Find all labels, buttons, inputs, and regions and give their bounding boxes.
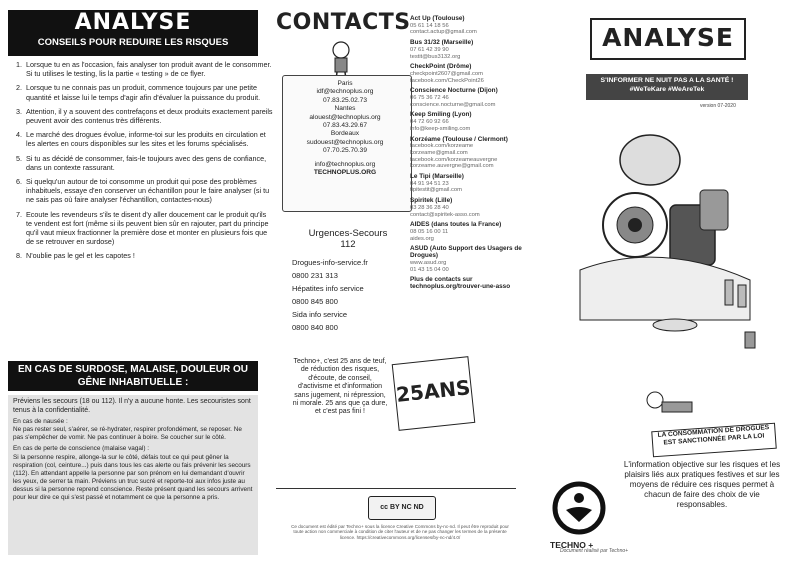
helpline-item: Drogues-info-service.fr 0800 231 313 bbox=[292, 258, 368, 280]
tip-item: 7. Ecoute les revendeurs s'ils te disent d'y aller doucement car le produit qu'ils te vendent est fort (même si ils peuvent bien sûr en rajouter, part du principe qu'il vaut mieux fractionner la première dose et monter en plusieurs fois que de se retrouver en surdose) bbox=[24, 210, 274, 247]
info-text: L'information objective sur les risques et les plaisirs liés aux pratiques festives et sur les moyens de réduire ces risques permet à chacun de faire des choix de vie responsables. bbox=[623, 460, 781, 509]
slogan-text: S'INFORMER NE NUIT PAS A LA SANTÉ ! bbox=[600, 77, 734, 84]
urgence-box bbox=[8, 395, 258, 555]
cover-title: ANALYSE bbox=[590, 18, 746, 60]
conseils-subheading: CONSEILS POUR REDUIRE LES RISQUES bbox=[37, 37, 229, 48]
org-item: Spiritek (Lille) 03 28 36 28 40 contact@spiritek-asso.com bbox=[410, 197, 480, 218]
anniversary-text: Techno+, c'est 25 ans de teuf, de réduction des risques, d'écoute, de conseil, d'activisme et d'information sans jugement, ni répression, ni morale. 25 ans que ça dure, et c'est pas fini ! bbox=[292, 358, 388, 416]
city-name: Nantes bbox=[334, 105, 356, 113]
tips-list bbox=[10, 60, 274, 266]
25ans-banner bbox=[392, 356, 476, 431]
perte-title: En cas de perte de conscience (malaise vagal) : bbox=[13, 445, 150, 453]
panel-title-analyse bbox=[8, 10, 258, 56]
org-item: ASUD (Auto Support des Usagers de Drogues) www.asud.org 01 43 15 04 00 bbox=[410, 245, 522, 273]
org-item: Keep Smiling (Lyon) 04 72 60 92 66 info@keep-smiling.com bbox=[410, 111, 472, 132]
tip-item: 3. Attention, il y a souvent des contrefaçons et deux produits exactement pareils peuvent avoir des contenus très différents. bbox=[24, 107, 274, 125]
analyse-heading: ANALYSE bbox=[74, 10, 192, 35]
creative-commons-badge: cc BY NC ND bbox=[368, 496, 436, 520]
nausee-text: Ne pas rester seul, s'aérer, se ré-hydrater, respirer profondément, se reposer. Ne pas s'empêcher de vomir. Ne pas continuer à boire. Se coucher sur le côté. bbox=[13, 426, 242, 442]
org-item: Korzéame (Toulouse / Clermont) facebook.com/korzeame korzeame@gmail.com facebook.com/korzeameauvergne korzeame.auvergne@gmail.com bbox=[410, 135, 508, 170]
helplines-list bbox=[292, 258, 407, 336]
city-phone: 07.83.43.29.67 bbox=[323, 122, 367, 130]
org-item: Conscience Nocturne (Dijon) 06 75 36 72 46 conscience.nocturne@gmail.com bbox=[410, 87, 498, 108]
city-contacts bbox=[285, 80, 405, 177]
document-credit: Document réalisé par Techno+ bbox=[560, 548, 629, 554]
divider bbox=[276, 488, 516, 489]
tip-item: 2. Lorsque tu ne connais pas un produit, commence toujours par une petite quantité et laisse lui le temps d'agir afin d'évaluer la puissance du produit. bbox=[24, 83, 274, 101]
slogan-sign bbox=[586, 74, 748, 100]
org-item: AIDES (dans toutes la France) 08 05 16 00 11 aides.org bbox=[410, 221, 502, 242]
urgence-header bbox=[8, 361, 258, 391]
tip-item: 1. Lorsque tu en as l'occasion, fais analyser ton produit avant de le consommer. Si tu utilises le testing, lis la partie « testing » de ce flyer. bbox=[24, 60, 274, 78]
tip-item: 6. Si quelqu'un autour de toi consomme un produit qui pose des problèmes inhabituels, essaye d'en conserver un échantillon pour le faire analyser (si tu ne sais pas où faire analyser l'échantillon, contactes-nous) bbox=[24, 177, 274, 205]
license-text: Ce document est édité par Techno+ sous la licence Creative Commons by-nc-nd. Il peut être reproduit pour toute action non commerciale à condition de citer l'auteur et de ne pas changer les termes de la présente licence. https://creativecommons.org/licenses/by-nc-nd/4.0/ bbox=[291, 524, 509, 540]
website-link[interactable]: TECHNOPLUS.ORG bbox=[313, 169, 377, 177]
nausee-title: En cas de nausée : bbox=[13, 418, 68, 426]
lab-illustration bbox=[560, 120, 760, 370]
city-phone: 07.70.25.70.39 bbox=[323, 147, 367, 155]
tip-item: 8. N'oublie pas le gel et les capotes ! bbox=[24, 251, 274, 260]
city-email[interactable]: alouest@technoplus.org bbox=[309, 113, 381, 121]
perte-text: Si la personne respire, allonge-la sur le côté, défais tout ce qui peut gêner la respiration (col, ceinture...) puis dans tous les cas alerte ou fais prévenir les secours (112). En attendant appelle la personne par son prénom en lui demandant d'ouvrir les yeux, de serrer ta main. Préviens un truc sucré et reporte-toi aux infos juste au dessus si la personne reprend conscience. Reste présent quand les secours arrivent pour leur dire ce qui s'est passé et notamment ce que la personne a pris. bbox=[13, 453, 253, 502]
tip-item: 5. Si tu as décidé de consommer, fais-le toujours avec des gens de confiance, dans un contexte rassurant. bbox=[24, 154, 274, 172]
urgences-title: Urgences-Secours bbox=[308, 228, 388, 239]
techno-plus-logo bbox=[548, 478, 610, 548]
city-name: Bordeaux bbox=[330, 130, 360, 138]
city-name: Paris bbox=[337, 80, 353, 87]
org-item: Le Tipi (Marseille) 04 91 94 51 23 tipitestit@gmail.com bbox=[410, 173, 464, 194]
org-item: CheckPoint (Drôme) checkpoint2607@gmail.com facebook.com/CheckPoint26 bbox=[410, 63, 484, 84]
techno-plus-label: TECHNO + bbox=[550, 540, 594, 550]
helpline-item: Hépatites info service 0800 845 800 bbox=[292, 284, 364, 306]
banner-text: 25ANS bbox=[394, 375, 472, 407]
urgence-title: EN CAS DE SURDOSE, MALAISE, DOULEUR OU GÊNE INHABITUELLE : bbox=[17, 364, 249, 388]
organisations-list bbox=[410, 16, 535, 295]
character-illustration bbox=[640, 388, 700, 428]
urgences-number: 112 bbox=[340, 239, 356, 250]
city-email[interactable]: idf@technoplus.org bbox=[316, 88, 374, 96]
hashtags: #WeTeKare #WeAreTek bbox=[629, 86, 705, 93]
org-item: Act Up (Toulouse) 05 61 14 18 56 contact.actup@gmail.com bbox=[410, 15, 477, 36]
urgence-intro: Préviens les secours (18 ou 112). Il n'y a aucune honte. Les secouristes sont tenus à la confidentialité. bbox=[13, 398, 251, 414]
law-warning: LA CONSOMMATION DE DROGUES EST SANCTIONNÉE PAR LA LOI bbox=[651, 423, 777, 458]
tip-item: 4. Le marché des drogues évolue, informe-toi sur les produits en circulation et les alertes en cours disponibles sur les sites et les forums spécialisés. bbox=[24, 130, 274, 148]
org-item: Bus 31/32 (Marseille) 07 61 42 39 90 testit@bus3132.org bbox=[410, 39, 474, 60]
helpline-item: Sida info service 0800 840 800 bbox=[292, 310, 348, 332]
contacts-heading: CONTACTS bbox=[276, 10, 411, 35]
city-phone: 07.83.25.02.73 bbox=[323, 96, 367, 104]
urgences-block bbox=[288, 228, 408, 250]
org-item: Plus de contacts sur technoplus.org/trouver-une-asso bbox=[410, 276, 511, 290]
main-email[interactable]: info@technoplus.org bbox=[314, 160, 376, 168]
character-illustration bbox=[326, 40, 356, 80]
city-email[interactable]: sudouest@technoplus.org bbox=[306, 138, 384, 146]
version-label: version 07-2020 bbox=[700, 103, 736, 109]
